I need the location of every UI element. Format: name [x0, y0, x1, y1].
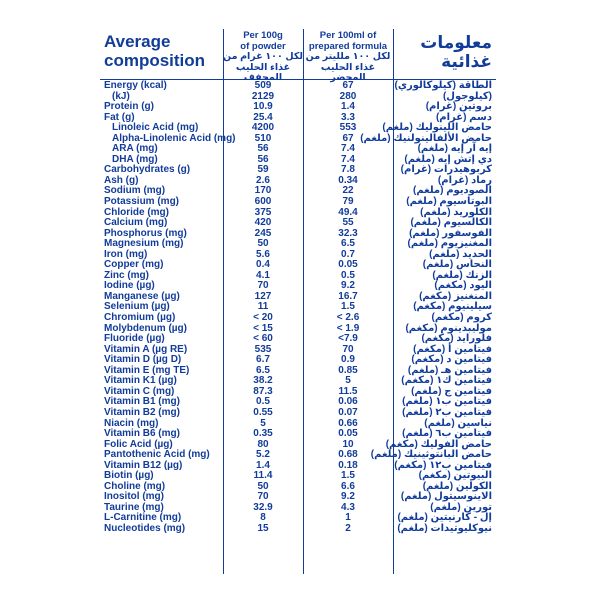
value-per-100ml: <7.9: [338, 333, 358, 345]
value-per-100ml: 67: [342, 80, 354, 91]
nutrient-name-en: Magnesium (mg): [104, 238, 184, 250]
nutrient-name-en: Biotin (µg): [104, 470, 154, 482]
nutrient-name-en: Iron (mg): [104, 248, 148, 260]
header-col-prepared-line1: Per 100ml of: [319, 30, 377, 41]
value-per-100ml: 553: [339, 122, 357, 134]
nutrient-name-en: Folic Acid (µg): [104, 438, 173, 450]
nutrient-name-ar: سيلينيوم (مكغم): [413, 301, 492, 313]
nutrient-name-en: Nucleotides (mg): [104, 522, 186, 534]
nutrient-name-en: Zinc (mg): [104, 269, 149, 281]
value-per-100g: 11.4: [253, 470, 273, 482]
table-row: [100, 524, 496, 535]
nutrient-name-en: Energy (kcal): [104, 80, 167, 91]
nutrient-name-en: ARA (mg): [112, 143, 158, 155]
table-row: [100, 313, 496, 324]
header-col-powder-ar2: غذاء الحليب المجفف: [235, 61, 291, 83]
nutrient-name-ar: اليود (مكغم): [434, 280, 492, 292]
nutrient-name-ar: كربوهيدرات (غرام): [400, 164, 492, 176]
nutrient-name-en: Molybdenum (µg): [104, 322, 187, 334]
value-per-100ml: 280: [339, 90, 357, 102]
nutrient-name-ar: بروتين (غرام): [425, 101, 492, 113]
nutrient-name-en: (kJ): [112, 90, 130, 102]
value-per-100g: 70: [257, 491, 269, 503]
nutrient-name-ar: فيتامين ب١ (ملغم): [402, 396, 492, 408]
header-col-powder-line1: Per 100g: [243, 30, 283, 41]
nutrient-name-ar: حامض الألفالينولنيك (ملغم): [360, 132, 492, 144]
nutrient-name-en: Iodine (µg): [104, 280, 155, 292]
value-per-100g: 600: [254, 196, 272, 208]
nutrient-name-ar: الكولين (ملغم): [422, 480, 492, 492]
value-per-100ml: 0.9: [341, 354, 355, 366]
value-per-100ml: 22: [342, 185, 354, 197]
nutrient-name-en: Carbohydrates (g): [104, 164, 191, 176]
value-per-100ml: 55: [342, 217, 354, 229]
value-per-100g: 1.4: [256, 459, 270, 471]
nutrient-name-ar: حامض الفوليك (مكغم): [385, 438, 492, 450]
value-per-100g: 80: [257, 438, 269, 450]
nutrient-name-ar: نيوكليوتيدات (ملغم): [397, 522, 492, 534]
header-title-en-line1: Average: [104, 32, 171, 51]
value-per-100ml: 0.85: [338, 364, 358, 376]
table-row: [100, 408, 496, 419]
nutrient-name-ar: الطاقة (كيلوكالوري): [394, 80, 492, 91]
nutrient-name-ar: إيه آر إيه (ملغم): [417, 143, 492, 155]
value-per-100g: 420: [254, 217, 272, 229]
nutrient-name-ar: فيتامين ج (ملغم): [411, 385, 492, 397]
value-per-100g: 127: [254, 290, 272, 302]
value-per-100ml: 10: [342, 438, 354, 450]
value-per-100g: 0.5: [256, 396, 270, 408]
value-per-100ml: 1.5: [341, 470, 355, 482]
nutrient-name-en: DHA (mg): [112, 153, 158, 165]
value-per-100ml: 7.4: [341, 143, 355, 155]
value-per-100ml: 0.68: [338, 449, 358, 461]
nutrient-name-ar: رماد (غرام): [437, 174, 492, 186]
nutrient-name-ar: البيوتين (مكغم): [418, 470, 492, 482]
value-per-100ml: 0.34: [338, 174, 358, 186]
value-per-100ml: 0.18: [338, 459, 358, 471]
value-per-100g: 2129: [251, 90, 275, 102]
value-per-100g: 0.35: [253, 428, 273, 440]
value-per-100ml: 7.8: [341, 164, 355, 176]
nutrient-name-en: Selenium (µg): [104, 301, 170, 313]
nutrient-name-ar: النحاس (ملغم): [422, 259, 492, 271]
value-per-100g: 510: [254, 132, 272, 144]
nutrient-name-ar: فلورايد (مكغم): [421, 333, 492, 345]
nutrient-name-en: Ash (g): [104, 174, 139, 186]
value-per-100ml: 0.5: [341, 269, 355, 281]
value-per-100ml: 67: [342, 132, 354, 144]
nutrient-name-en: Potassium (mg): [104, 196, 180, 208]
value-per-100ml: 9.2: [341, 491, 355, 503]
nutrient-name-ar: دي إتش إيه (ملغم): [404, 153, 492, 165]
value-per-100ml: 11.5: [338, 385, 358, 397]
nutrient-name-en: Fat (g): [104, 111, 135, 123]
value-per-100ml: 6.6: [341, 480, 355, 492]
value-per-100ml: 2: [345, 522, 351, 534]
value-per-100g: 535: [254, 343, 272, 355]
nutrient-name-en: Fluoride (µg): [104, 333, 165, 345]
header-col-powder: [223, 31, 303, 84]
nutrient-name-ar: إل - كارنيتين (ملغم): [397, 512, 492, 524]
value-per-100g: 5.6: [256, 248, 270, 260]
nutrient-name-ar: موليبدينوم (مكغم): [405, 322, 492, 334]
nutrient-name-en: Vitamin E (mg TE): [104, 364, 190, 376]
nutrient-name-ar: تورين (ملغم): [430, 501, 492, 513]
header-col-powder-line2: of powder: [240, 40, 286, 52]
header-col-prepared-ar1: لكل ١٠٠ ملليتر من: [305, 51, 391, 62]
nutrient-name-ar: نياسين (ملغم): [424, 417, 492, 429]
nutrient-name-ar: البوتاسيوم (ملغم): [406, 196, 492, 208]
value-per-100g: 0.4: [256, 259, 270, 271]
value-per-100g: 6.5: [256, 364, 270, 376]
value-per-100ml: 49.4: [338, 206, 358, 218]
header-title-ar-line2: غذائية: [441, 52, 492, 71]
value-per-100g: 245: [254, 227, 272, 239]
value-per-100ml: 0.06: [338, 396, 358, 408]
value-per-100g: 170: [254, 185, 272, 197]
value-per-100g: < 15: [253, 322, 273, 334]
nutrient-name-en: Vitamin A (µg RE): [104, 343, 188, 355]
nutrient-name-ar: الحديد (ملغم): [429, 248, 492, 260]
value-per-100ml: < 2.6: [336, 312, 360, 324]
nutrient-name-ar: (كيلوجول): [442, 90, 492, 102]
nutrient-name-ar: فيتامين ك١ (مكغم): [401, 375, 492, 387]
nutrient-name-en: Niacin (mg): [104, 417, 159, 429]
nutrient-name-ar: حامض اللينوليك (ملغم): [382, 122, 492, 134]
value-per-100g: 32.9: [253, 501, 273, 513]
value-per-100ml: 1.4: [341, 101, 355, 113]
value-per-100g: 509: [254, 80, 272, 91]
table-row: [100, 165, 496, 176]
nutrient-name-en: Linoleic Acid (mg): [112, 122, 199, 134]
nutrient-name-ar: حامض البانتوثينيك (ملغم): [370, 449, 492, 461]
nutrient-name-ar: فيتامين أ (مكغم): [413, 343, 492, 355]
value-per-100ml: 3.3: [341, 111, 355, 123]
value-per-100ml: 6.5: [341, 238, 355, 250]
value-per-100ml: 5: [345, 375, 351, 387]
value-per-100g: 375: [254, 206, 272, 218]
value-per-100g: 56: [257, 153, 269, 165]
value-per-100g: 50: [257, 238, 269, 250]
value-per-100g: 56: [257, 143, 269, 155]
nutrient-name-en: Sodium (mg): [104, 185, 166, 197]
value-per-100g: 15: [257, 522, 269, 534]
table-header: [100, 29, 496, 83]
nutrient-name-en: Copper (mg): [104, 259, 164, 271]
nutrient-name-ar: فيتامين هـ (ملغم): [407, 364, 492, 376]
value-per-100ml: 32.3: [338, 227, 358, 239]
header-col-prepared-ar2: غذاء الحليب المحضر: [320, 61, 376, 83]
value-per-100g: 87.3: [253, 385, 273, 397]
nutrient-name-ar: كروم (مكغم): [431, 312, 492, 324]
value-per-100ml: 1.5: [341, 301, 355, 313]
nutrient-name-ar: فيتامين ب١٢ (مكغم): [394, 459, 492, 471]
value-per-100g: 38.2: [253, 375, 273, 387]
value-per-100g: 25.4: [253, 111, 273, 123]
nutrient-name-en: Protein (g): [104, 101, 154, 113]
value-per-100ml: 7.4: [341, 153, 355, 165]
nutrient-name-en: Manganese (µg): [104, 290, 180, 302]
value-per-100ml: 4.3: [341, 501, 355, 513]
table-row: [100, 81, 496, 92]
nutrient-name-en: L-Carnitine (mg): [104, 512, 182, 524]
nutrient-name-en: Vitamin D (µg D): [104, 354, 182, 366]
nutrient-name-en: Pantothenic Acid (mg): [104, 449, 210, 461]
nutrient-name-en: Choline (mg): [104, 480, 166, 492]
value-per-100g: 5.2: [256, 449, 270, 461]
nutrient-name-en: Vitamin B2 (mg): [104, 406, 180, 418]
value-per-100g: 50: [257, 480, 269, 492]
header-title-ar-line1: معلومات: [420, 33, 492, 52]
value-per-100g: < 60: [253, 333, 273, 345]
nutrient-name-ar: الكالسيوم (ملغم): [410, 217, 492, 229]
nutrient-name-en: Taurine (mg): [104, 501, 164, 513]
nutrient-name-ar: المغنيزيوم (ملغم): [407, 238, 492, 250]
value-per-100ml: 0.05: [338, 428, 358, 440]
header-col-prepared: [303, 31, 393, 84]
value-per-100g: < 20: [253, 312, 273, 324]
header-title-ar: [420, 33, 492, 71]
nutrient-name-ar: الصوديوم (ملغم): [413, 185, 492, 197]
value-per-100ml: 1: [345, 512, 351, 524]
nutrient-name-ar: فيتامين ب٦ (ملغم): [402, 428, 492, 440]
value-per-100g: 4200: [251, 122, 275, 134]
header-col-powder-ar1: لكل ١٠٠ غرام من: [223, 51, 303, 62]
value-per-100g: 59: [257, 164, 269, 176]
header-title-en: [104, 32, 205, 70]
nutrient-name-ar: المنغنيز (مكغم): [419, 290, 492, 302]
nutrient-name-ar: الاينوسيتول (ملغم): [400, 491, 492, 503]
value-per-100ml: 0.7: [341, 248, 355, 260]
value-per-100ml: 0.66: [338, 417, 358, 429]
nutrient-name-en: Vitamin K1 (µg): [104, 375, 177, 387]
value-per-100ml: 0.07: [338, 406, 358, 418]
nutrition-table: [100, 29, 496, 574]
nutrient-name-en: Chloride (mg): [104, 206, 169, 218]
header-title-en-line2: composition: [104, 51, 206, 70]
value-per-100ml: 0.05: [338, 259, 358, 271]
value-per-100g: 0.55: [253, 406, 273, 418]
value-per-100ml: 9.2: [341, 280, 355, 292]
nutrient-name-ar: الفوسفور (ملغم): [409, 227, 492, 239]
value-per-100g: 6.7: [256, 354, 270, 366]
nutrient-name-en: Vitamin B6 (mg): [104, 428, 180, 440]
nutrient-name-en: Alpha-Linolenic Acid (mg): [112, 132, 236, 144]
table-body: [100, 81, 496, 535]
nutrient-name-en: Vitamin B1 (mg): [104, 396, 180, 408]
value-per-100g: 70: [257, 280, 269, 292]
nutrient-name-en: Vitamin B12 (µg): [104, 459, 183, 471]
nutrient-name-en: Vitamin C (mg): [104, 385, 175, 397]
nutrient-name-ar: فيتامين ب٢ (ملغم): [402, 406, 492, 418]
nutrient-name-ar: فيتامين د (مكغم): [411, 354, 492, 366]
value-per-100g: 10.9: [253, 101, 273, 113]
value-per-100ml: 79: [342, 196, 354, 208]
table-row: [100, 429, 496, 440]
value-per-100g: 8: [260, 512, 266, 524]
nutrient-name-en: Phosphorus (mg): [104, 227, 187, 239]
nutrient-name-ar: الزنك (ملغم): [432, 269, 492, 281]
value-per-100g: 11: [257, 301, 269, 313]
nutrient-name-en: Calcium (mg): [104, 217, 168, 229]
value-per-100ml: < 1.9: [336, 322, 360, 334]
table-row: [100, 197, 496, 208]
value-per-100g: 2.6: [256, 174, 270, 186]
nutrient-name-en: Chromium (µg): [104, 312, 176, 324]
header-col-prepared-line2: prepared formula: [308, 40, 388, 52]
value-per-100g: 5: [260, 417, 266, 429]
value-per-100ml: 16.7: [338, 290, 358, 302]
value-per-100g: 4.1: [256, 269, 270, 281]
nutrient-name-en: Inositol (mg): [104, 491, 164, 503]
nutrient-name-ar: الكلوريد (ملغم): [420, 206, 492, 218]
value-per-100ml: 70: [342, 343, 354, 355]
nutrient-name-ar: دسم (غرام): [435, 111, 492, 123]
